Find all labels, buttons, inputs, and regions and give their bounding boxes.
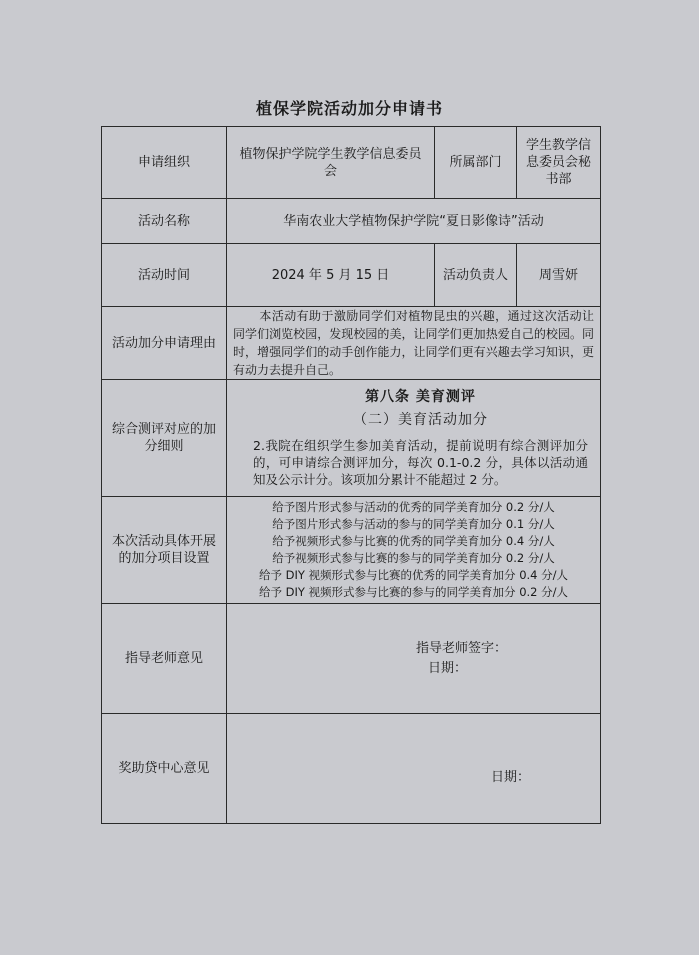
teacher-cell (227, 604, 601, 714)
items-cell (227, 497, 601, 604)
teacher-date: 日期： (427, 660, 467, 676)
teacher-sign: 指导老师签字： (415, 640, 507, 656)
center-label: 奖助贷中心意见 (102, 714, 227, 824)
application-form (101, 126, 601, 824)
org-label: 申请组织 (102, 127, 227, 199)
reason-cell (227, 307, 601, 380)
teacher-label: 指导老师意见 (102, 604, 227, 714)
row-activity-name (102, 199, 601, 244)
row-center (102, 714, 601, 824)
reason-label: 活动加分申请理由 (102, 307, 227, 380)
page-title: 植保学院活动加分申请书 (255, 99, 443, 118)
center-date: 日期： (490, 769, 530, 785)
dept-label: 所属部门 (435, 127, 517, 199)
list-item: 给予图片形式参与活动的优秀的同学美育加分 0.2 分/人 (272, 500, 555, 514)
center-cell (227, 714, 601, 824)
rules-section-title: （二）美育活动加分 (353, 411, 488, 428)
activity-name-label: 活动名称 (102, 199, 227, 244)
row-rules (102, 380, 601, 497)
list-item: 给予 DIY 视频形式参与比赛的优秀的同学美育加分 0.4 分/人 (258, 568, 569, 582)
items-label: 本次活动具体开展的加分项目设置 (102, 497, 227, 604)
list-item: 给予视频形式参与比赛的优秀的同学美育加分 0.4 分/人 (272, 534, 555, 548)
org-value: 植物保护学院学生教学信息委员会 (227, 127, 435, 199)
reason-text: 本活动有助于激励同学们对植物昆虫的兴趣，通过这次活动让同学们浏览校园，发现校园的美，让同学们更加热爱自己的校园。同时，增强同学们的动手创作能力，让同学们更有兴趣去学习知识，更有动力去提升自己。 (233, 309, 594, 377)
list-item: 给予 DIY 视频形式参与比赛的参与的同学美育加分 0.2 分/人 (258, 585, 569, 599)
rules-body: 2.我院在组织学生参加美育活动，提前说明有综合测评加分的，可申请综合测评加分，每次 0.1-0.2 分，具体以活动通知及公示计分。该项加分累计不能超过 2 分。 (253, 437, 588, 487)
dept-value: 学生教学信息委员会秘书部 (517, 127, 601, 199)
row-teacher (102, 604, 601, 714)
row-activity-time (102, 244, 601, 307)
row-organization (102, 127, 601, 199)
activity-name-value: 华南农业大学植物保护学院“夏日影像诗”活动 (227, 199, 601, 244)
rules-cell (227, 380, 601, 497)
list-item: 给予图片形式参与活动的参与的同学美育加分 0.1 分/人 (272, 517, 555, 531)
leader-label: 活动负责人 (435, 244, 517, 307)
row-reason (102, 307, 601, 380)
row-items (102, 497, 601, 604)
activity-time-label: 活动时间 (102, 244, 227, 307)
activity-time-value: 2024 年 5 月 15 日 (227, 244, 435, 307)
rules-article-title: 第八条 美育测评 (365, 388, 476, 405)
leader-value: 周雪妍 (517, 244, 601, 307)
list-item: 给予视频形式参与比赛的参与的同学美育加分 0.2 分/人 (272, 551, 555, 565)
rules-label: 综合测评对应的加分细则 (102, 380, 227, 497)
